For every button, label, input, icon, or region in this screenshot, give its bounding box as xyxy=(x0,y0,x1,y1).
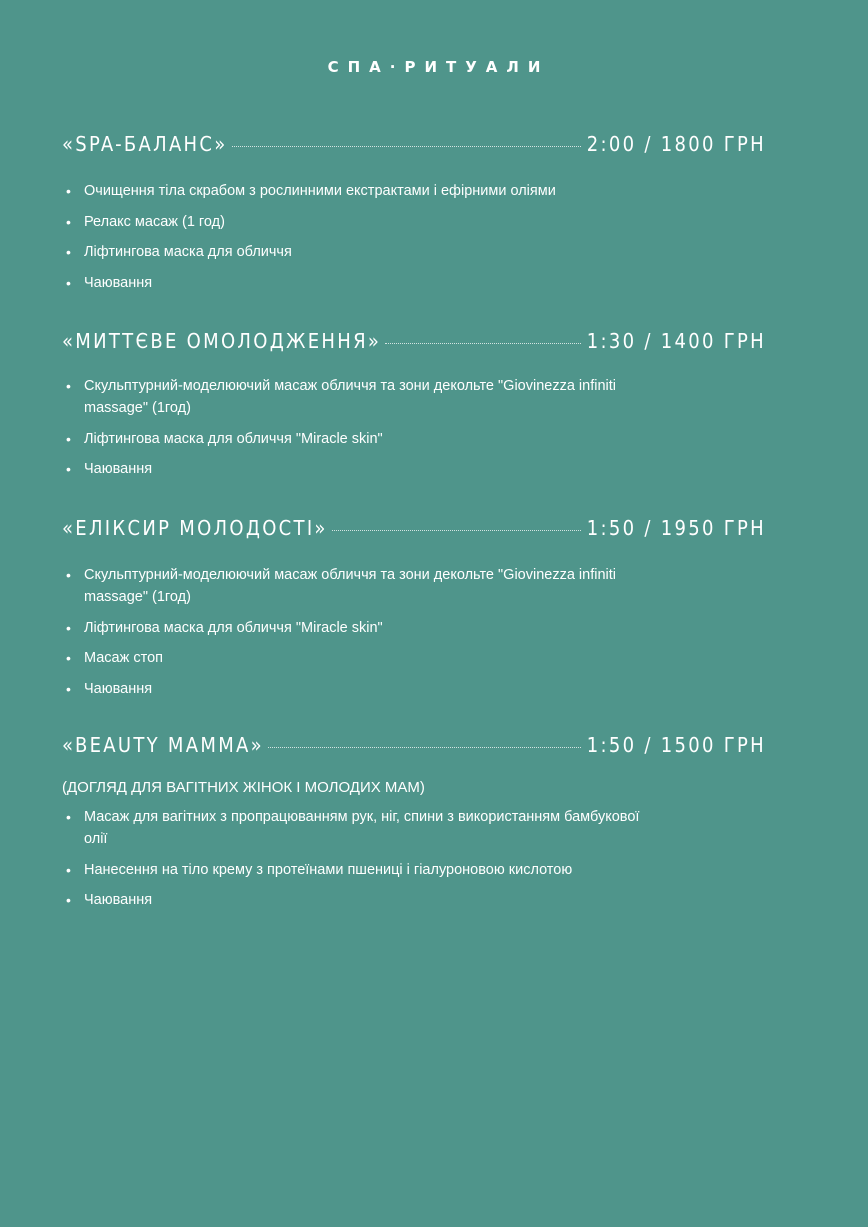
ritual-price: 1:30 / 1400 ГРН xyxy=(586,329,766,353)
list-item: • Скульптурний-моделюючий масаж обличчя та зони декольте "Giovinezza infiniti massage" (1год) xyxy=(62,564,644,608)
ritual-price: 2:00 / 1800 ГРН xyxy=(586,132,766,156)
ritual-name: «МИТТЄВЕ ОМОЛОДЖЕННЯ» xyxy=(62,329,382,353)
dot-leader xyxy=(385,342,581,344)
list-item: • Ліфтингова маска для обличчя xyxy=(62,241,644,263)
ritual-heading xyxy=(62,132,766,160)
ritual-items xyxy=(62,180,766,294)
dot-leader xyxy=(232,145,581,147)
ritual-items xyxy=(62,375,766,480)
list-item: • Ліфтингова маска для обличчя "Miracle skin" xyxy=(62,617,644,639)
dot-leader xyxy=(332,529,581,531)
list-item: • Очищення тіла скрабом з рослинними екстрактами і ефірними оліями xyxy=(62,180,644,202)
ritual-items xyxy=(62,806,766,911)
list-item: • Ліфтингова маска для обличчя "Miracle skin" xyxy=(62,428,644,450)
ritual-items xyxy=(62,564,766,700)
list-item: • Скульптурний-моделюючий масаж обличчя та зони декольте "Giovinezza infiniti massage" (1год) xyxy=(62,375,644,419)
list-item: • Чаювання xyxy=(62,458,644,480)
ritual-instant-rejuvenation xyxy=(62,329,766,489)
list-item: • Масаж стоп xyxy=(62,647,644,669)
ritual-name: «ЕЛІКСИР МОЛОДОСТІ» xyxy=(62,516,328,540)
ritual-subnote: (ДОГЛЯД ДЛЯ ВАГІТНИХ ЖІНОК І МОЛОДИХ МАМ) xyxy=(62,779,425,796)
ritual-heading xyxy=(62,733,766,761)
list-item: • Чаювання xyxy=(62,678,644,700)
list-item: • Релакс масаж (1 год) xyxy=(62,211,644,233)
ritual-name: «BEAUTY MAMMA» xyxy=(62,733,264,757)
page-title: СПА·РИТУАЛИ xyxy=(327,58,550,76)
ritual-price: 1:50 / 1500 ГРН xyxy=(586,733,766,757)
ritual-spa-balance xyxy=(62,132,766,302)
ritual-heading xyxy=(62,329,766,357)
dot-leader xyxy=(268,746,581,748)
ritual-price: 1:50 / 1950 ГРН xyxy=(586,516,766,540)
ritual-elixir-of-youth xyxy=(62,516,766,708)
ritual-name: «SPA-БАЛАНС» xyxy=(62,132,228,156)
list-item: • Нанесення на тіло крему з протеїнами пшениці і гіалуроновою кислотою xyxy=(62,859,644,881)
ritual-heading xyxy=(62,516,766,544)
list-item: • Чаювання xyxy=(62,889,644,911)
ritual-beauty-mamma xyxy=(62,733,766,920)
list-item: • Масаж для вагітних з пропрацюванням рук, ніг, спини з використанням бамбукової олії xyxy=(62,806,644,850)
list-item: • Чаювання xyxy=(62,272,644,294)
